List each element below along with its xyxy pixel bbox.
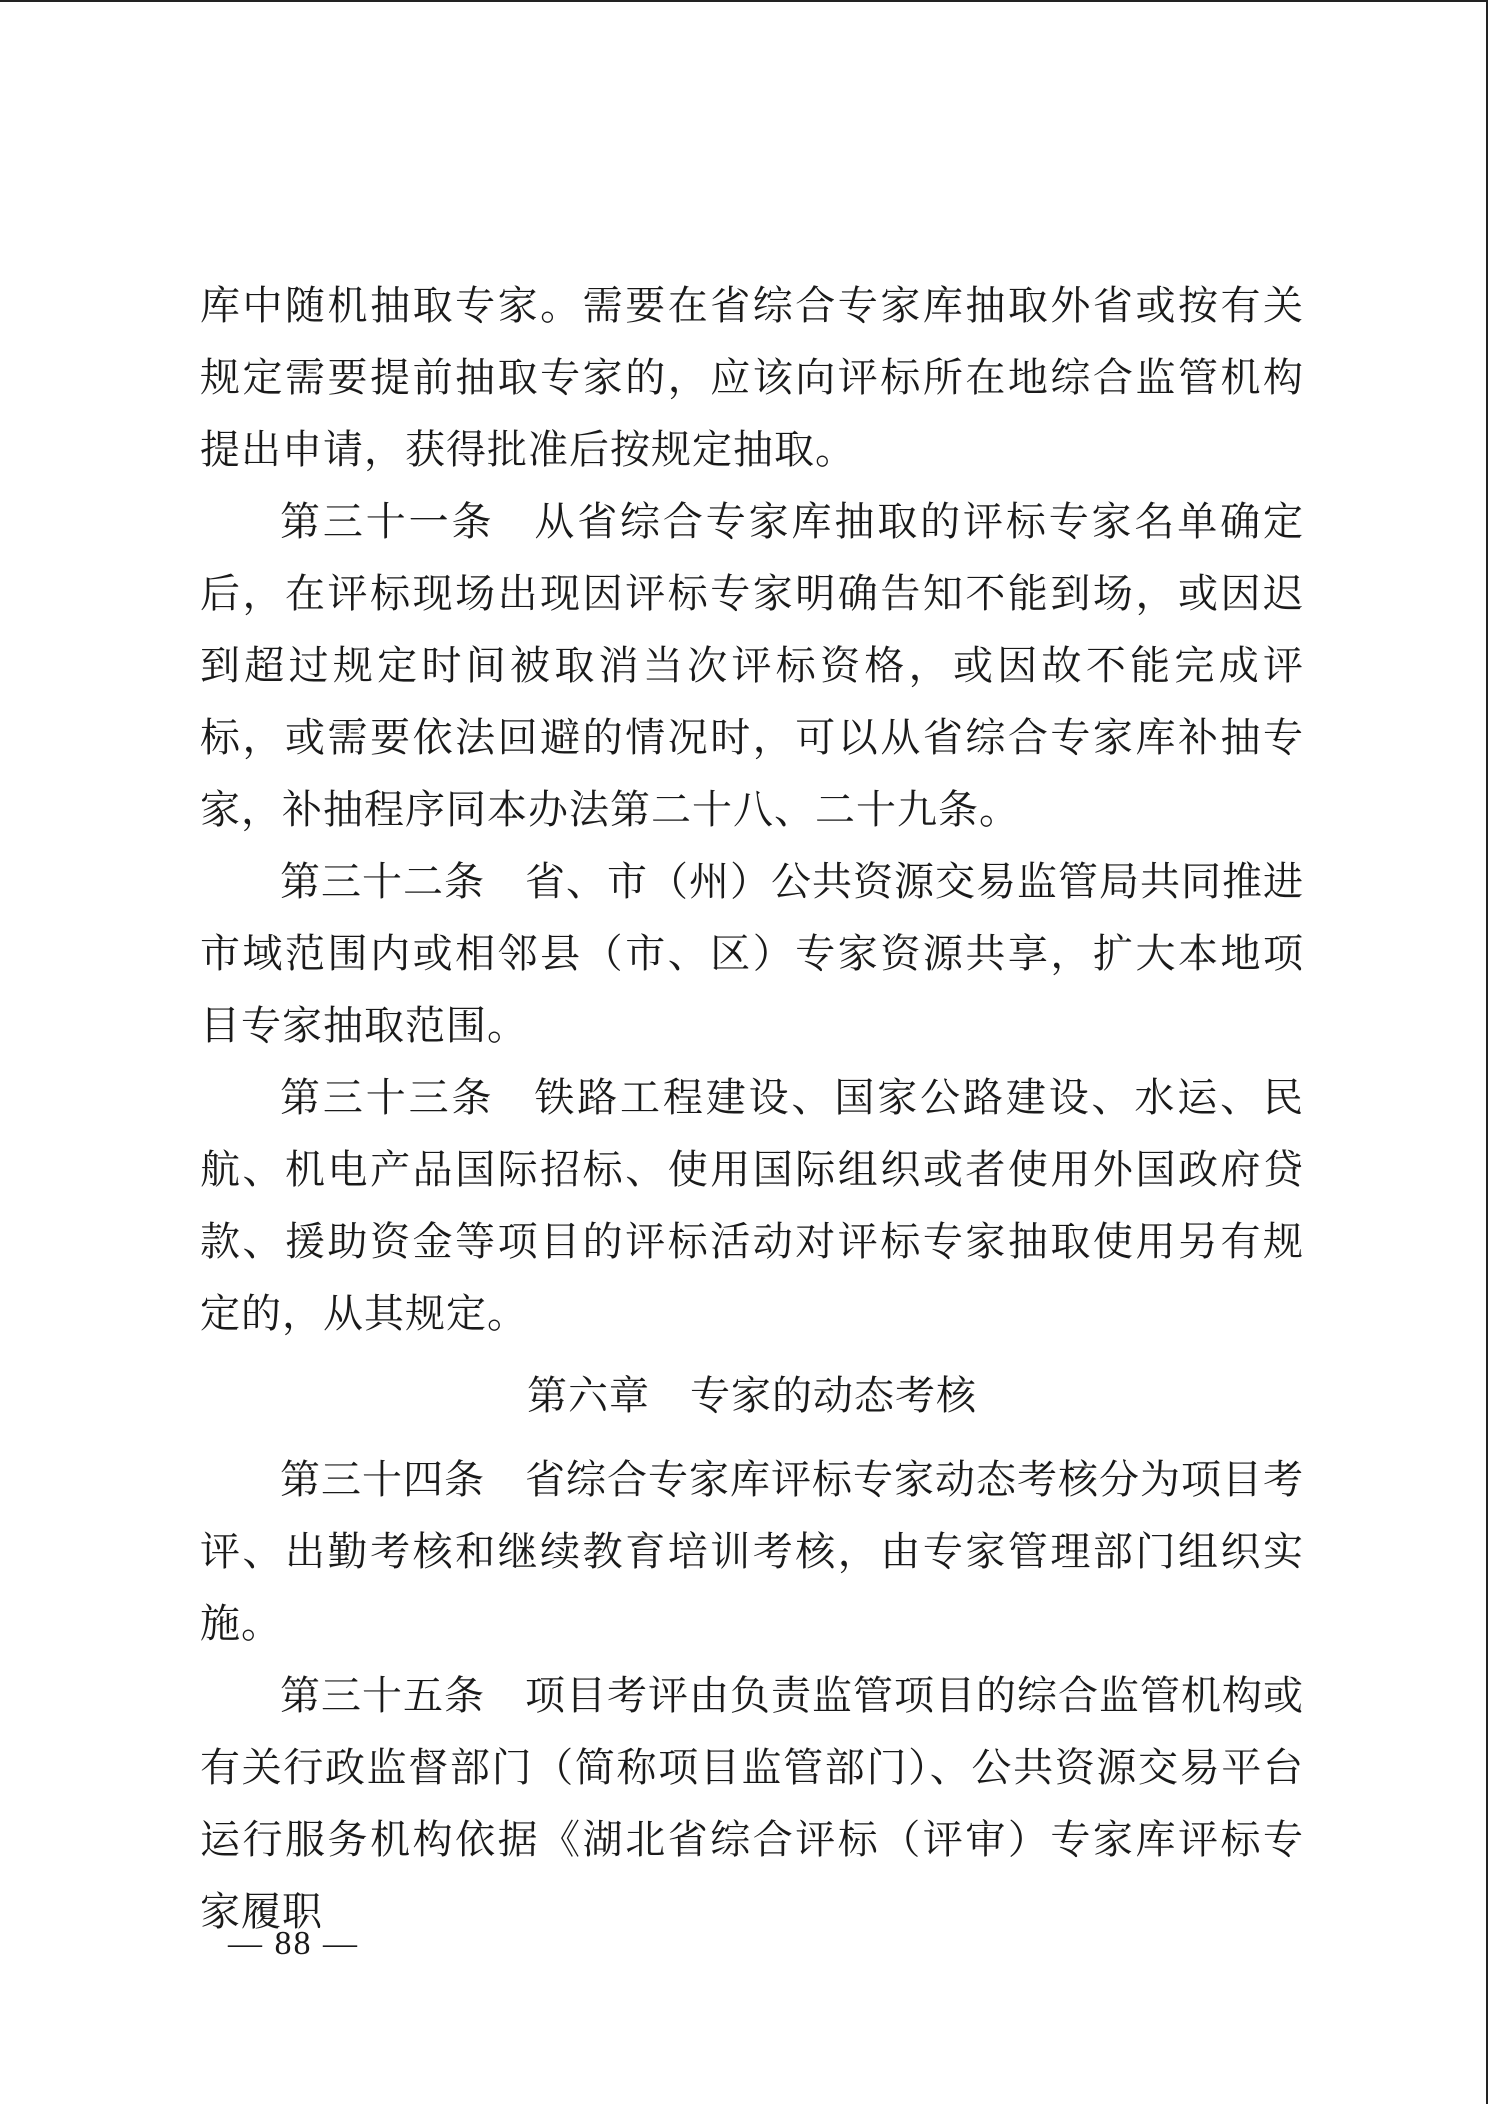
article-text: 项目考评由负责监管项目的综合监管机构或有关行政监督部门（简称项目监管部门）、公共资源交易平台运行服务机构依据《湖北省综合评标（评审）专家库评标专家履职 [200,1673,1304,1935]
paragraph-continuation [200,270,1304,486]
chapter-title: 专家的动态考核 [690,1373,977,1419]
document-body [200,270,1304,1948]
paragraph-text: 库中随机抽取专家。需要在省综合专家库抽取外省或按有关规定需要提前抽取专家的，应该向评标所在地综合监管机构提出申请，获得批准后按规定抽取。 [200,283,1304,473]
article-35 [200,1660,1304,1948]
article-text: 铁路工程建设、国家公路建设、水运、民航、机电产品国际招标、使用国际组织或者使用外国政府贷款、援助资金等项目的评标活动对评标专家抽取使用另有规定的，从其规定。 [200,1075,1305,1337]
article-34 [200,1444,1304,1660]
article-text: 省、市（州）公共资源交易监管局共同推进市域范围内或相邻县（市、区）专家资源共享，扩大本地项目专家抽取范围。 [200,859,1304,1049]
article-number: 第三十五条 [280,1673,485,1719]
article-number: 第三十四条 [280,1457,485,1503]
chapter-number: 第六章 [527,1373,650,1419]
article-number: 第三十三条 [280,1075,495,1121]
article-32 [200,846,1304,1062]
article-33 [200,1062,1304,1350]
article-text: 从省综合专家库抽取的评标专家名单确定后，在评标现场出现因评标专家明确告知不能到场，或因迟到超过规定时间被取消当次评标资格，或因故不能完成评标，或需要依法回避的情况时，可以从省综合专家库补抽专家，补抽程序同本办法第二十八、二十九条。 [200,499,1305,833]
article-number: 第三十二条 [280,859,485,905]
chapter-heading [200,1360,1304,1432]
page-number: — 88 — [228,1925,359,1962]
article-31 [200,486,1304,846]
article-text: 省综合专家库评标专家动态考核分为项目考评、出勤考核和继续教育培训考核，由专家管理部门组织实施。 [200,1457,1304,1647]
article-number: 第三十一条 [280,499,495,545]
